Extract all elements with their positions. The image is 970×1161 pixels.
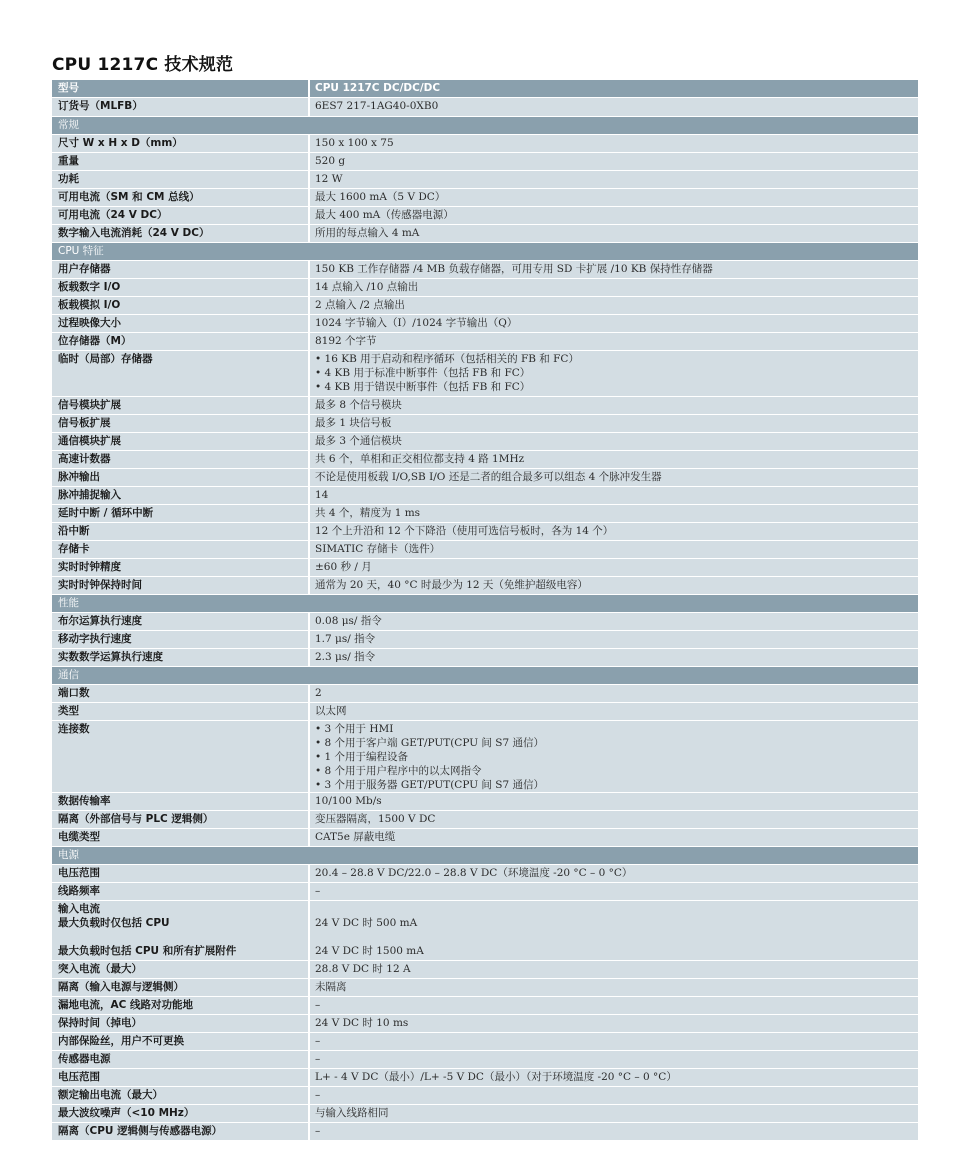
spec-label: 过程映像大小 [52,315,310,332]
spec-label: 电缆类型 [52,829,310,846]
table-row [52,865,918,883]
table-row [52,883,918,901]
spec-value: 最大 400 mA（传感器电源） [315,209,454,221]
spec-value: SIMATIC 存储卡（选件） [315,543,441,555]
spec-label: 板载数字 I/O [52,279,310,296]
spec-label: 隔离（CPU 逻辑侧与传感器电源） [52,1123,310,1140]
table-row [52,469,918,487]
spec-label: 板载模拟 I/O [52,297,310,314]
spec-label: 连接数 [52,721,310,792]
table-row [52,523,918,541]
spec-value: 与输入线路相同 [315,1107,389,1119]
spec-label: 尺寸 W x H x D（mm） [52,135,310,152]
section-title: 性能 [58,597,79,609]
spec-value: – [315,1125,321,1137]
spec-value: ±60 秒 / 月 [315,561,372,573]
table-row [52,1051,918,1069]
table-row [52,703,918,721]
spec-value: 12 个上升沿和 12 个下降沿（使用可选信号板时，各为 14 个） [315,525,614,537]
table-row [52,1123,918,1141]
spec-value: 通常为 20 天，40 °C 时最少为 12 天（免维护超级电容） [315,579,588,591]
table-row [52,631,918,649]
spec-label: 位存储器（M） [52,333,310,350]
spec-value: 变压器隔离，1500 V DC [315,813,436,825]
table-row [52,829,918,847]
spec-value: 24 V DC 时 500 mA 24 V DC 时 1500 mA [315,917,424,957]
table-row [52,153,918,171]
section-header-row [52,117,918,135]
spec-label: 信号板扩展 [52,415,310,432]
spec-value: 所用的每点输入 4 mA [315,227,420,239]
spec-value: 最多 3 个通信模块 [315,435,402,447]
table-row [52,433,918,451]
table-row [52,1087,918,1105]
table-row [52,541,918,559]
spec-value: 24 V DC 时 10 ms [315,1017,409,1029]
spec-label: 可用电流（SM 和 CM 总线） [52,189,310,206]
spec-value: – [315,999,321,1011]
table-row [52,1033,918,1051]
section-title: 常规 [58,119,79,131]
spec-value: 6ES7 217-1AG40-0XB0 [315,100,439,112]
spec-label: 保持时间（掉电） [52,1015,310,1032]
table-row [52,415,918,433]
spec-label: 实时时钟精度 [52,559,310,576]
spec-label: 数据传输率 [52,793,310,810]
spec-label: 隔离（外部信号与 PLC 逻辑侧） [52,811,310,828]
spec-value: 0.08 μs/ 指令 [315,615,382,627]
table-row [52,577,918,595]
section-title: CPU 特征 [58,245,104,257]
spec-label: 订货号（MLFB） [52,98,310,116]
spec-value: 不论是使用板载 I/O,SB I/O 还是二者的组合最多可以组态 4 个脉冲发生器 [315,471,662,483]
section-header-row [52,595,918,613]
table-row [52,613,918,631]
spec-label: 隔离（输入电源与逻辑侧） [52,979,310,996]
table-row [52,351,918,397]
spec-label: 重量 [52,153,310,170]
table-row [52,397,918,415]
spec-label: 线路频率 [52,883,310,900]
spec-table [52,80,918,1141]
spec-value: 共 4 个，精度为 1 ms [315,507,421,519]
spec-label: 存储卡 [52,541,310,558]
spec-label: 传感器电源 [52,1051,310,1068]
table-row [52,333,918,351]
table-row [52,225,918,243]
table-row [52,721,918,793]
spec-value: 2 点输入 /2 点输出 [315,299,405,311]
spec-value: 14 [315,489,329,501]
spec-value: L+ - 4 V DC（最小）/L+ -5 V DC（最小）（对于环境温度 -20 °C – 0 °C） [315,1071,677,1083]
spec-label: 型号 [52,80,310,97]
spec-value: 8192 个字节 [315,335,377,347]
spec-label: 内部保险丝，用户不可更换 [52,1033,310,1050]
table-row [52,1015,918,1033]
section-header-row [52,847,918,865]
table-row [52,315,918,333]
spec-label: 延时中断 / 循环中断 [52,505,310,522]
spec-value: 2 [315,687,322,699]
table-row [52,979,918,997]
table-row [52,1069,918,1087]
section-title: 通信 [58,669,79,681]
table-row [52,1105,918,1123]
spec-label: 电压范围 [52,1069,310,1086]
table-row [52,189,918,207]
table-row [52,505,918,523]
spec-label: 信号模块扩展 [52,397,310,414]
table-header-row [52,80,918,98]
spec-value: – [315,1035,321,1047]
table-row [52,279,918,297]
table-row [52,685,918,703]
table-row [52,297,918,315]
spec-label: 可用电流（24 V DC） [52,207,310,224]
table-row [52,261,918,279]
table-row [52,135,918,153]
spec-label: 电压范围 [52,865,310,882]
section-header-row [52,243,918,261]
spec-value: 最多 1 块信号板 [315,417,392,429]
spec-value: 20.4 – 28.8 V DC/22.0 – 28.8 V DC（环境温度 -20 °C – 0 °C） [315,867,633,879]
spec-value: 2.3 μs/ 指令 [315,651,376,663]
spec-value: • 16 KB 用于启动和程序循环（包括相关的 FB 和 FC） • 4 KB 用于标准中断事件（包括 FB 和 FC） • 4 KB 用于错误中断事件（包括 FB 和 FC） [315,353,579,393]
spec-label: 实数数学运算执行速度 [52,649,310,666]
spec-value: 最多 8 个信号模块 [315,399,402,411]
spec-label: 最大波纹噪声（<10 MHz） [52,1105,310,1122]
table-row [52,997,918,1015]
spec-value: 10/100 Mb/s [315,795,382,807]
spec-label: 用户存储器 [52,261,310,278]
spec-label: 布尔运算执行速度 [52,613,310,630]
table-row [52,207,918,225]
table-row [52,451,918,469]
spec-value: 最大 1600 mA（5 V DC） [315,191,446,203]
spec-value: 以太网 [315,705,347,717]
table-row [52,961,918,979]
table-row [52,487,918,505]
spec-value: 150 KB 工作存储器 /4 MB 负载存储器，可用专用 SD 卡扩展 /10 KB 保持性存储器 [315,263,713,275]
spec-label: 功耗 [52,171,310,188]
spec-value: – [315,885,321,897]
table-row [52,793,918,811]
spec-value: • 3 个用于 HMI • 8 个用于客户端 GET/PUT(CPU 间 S7 通信） • 1 个用于编程设备 • 8 个用于用户程序中的以太网指令 • 3 个用于服务器 GET/PUT(CPU 间 S7 通信） [315,723,544,791]
spec-label: 通信模块扩展 [52,433,310,450]
section-header-row [52,667,918,685]
spec-label: 类型 [52,703,310,720]
table-row [52,98,918,117]
spec-value: 14 点输入 /10 点输出 [315,281,419,293]
spec-value: 共 6 个，单相和正交相位都支持 4 路 1MHz [315,453,525,465]
table-row [52,649,918,667]
table-row [52,811,918,829]
spec-value: – [315,1053,321,1065]
spec-value: 1024 字节输入（I）/1024 字节输出（Q） [315,317,518,329]
spec-value: 12 W [315,173,343,185]
spec-label: 实时时钟保持时间 [52,577,310,594]
spec-value: CPU 1217C DC/DC/DC [315,82,441,94]
spec-value: 150 x 100 x 75 [315,137,394,149]
spec-value: 1.7 μs/ 指令 [315,633,376,645]
table-row [52,171,918,189]
spec-value: 28.8 V DC 时 12 A [315,963,411,975]
spec-label: 高速计数器 [52,451,310,468]
spec-value: CAT5e 屏蔽电缆 [315,831,396,843]
spec-label: 脉冲输出 [52,469,310,486]
spec-label: 额定输出电流（最大） [52,1087,310,1104]
spec-label: 突入电流（最大） [52,961,310,978]
table-row [52,559,918,577]
table-row [52,901,918,961]
spec-label: 输入电流 最大负载时仅包括 CPU 最大负载时包括 CPU 和所有扩展附件 [52,901,310,960]
spec-label: 漏地电流，AC 线路对功能地 [52,997,310,1014]
spec-label: 沿中断 [52,523,310,540]
page-title: CPU 1217C 技术规范 [52,55,234,75]
spec-label: 脉冲捕捉输入 [52,487,310,504]
spec-value: 未隔离 [315,981,347,993]
section-title: 电源 [58,849,79,861]
spec-label: 移动字执行速度 [52,631,310,648]
spec-label: 临时（局部）存储器 [52,351,310,396]
spec-value: 520 g [315,155,346,167]
spec-value: – [315,1089,321,1101]
spec-label: 数字输入电流消耗（24 V DC） [52,225,310,242]
spec-label: 端口数 [52,685,310,702]
